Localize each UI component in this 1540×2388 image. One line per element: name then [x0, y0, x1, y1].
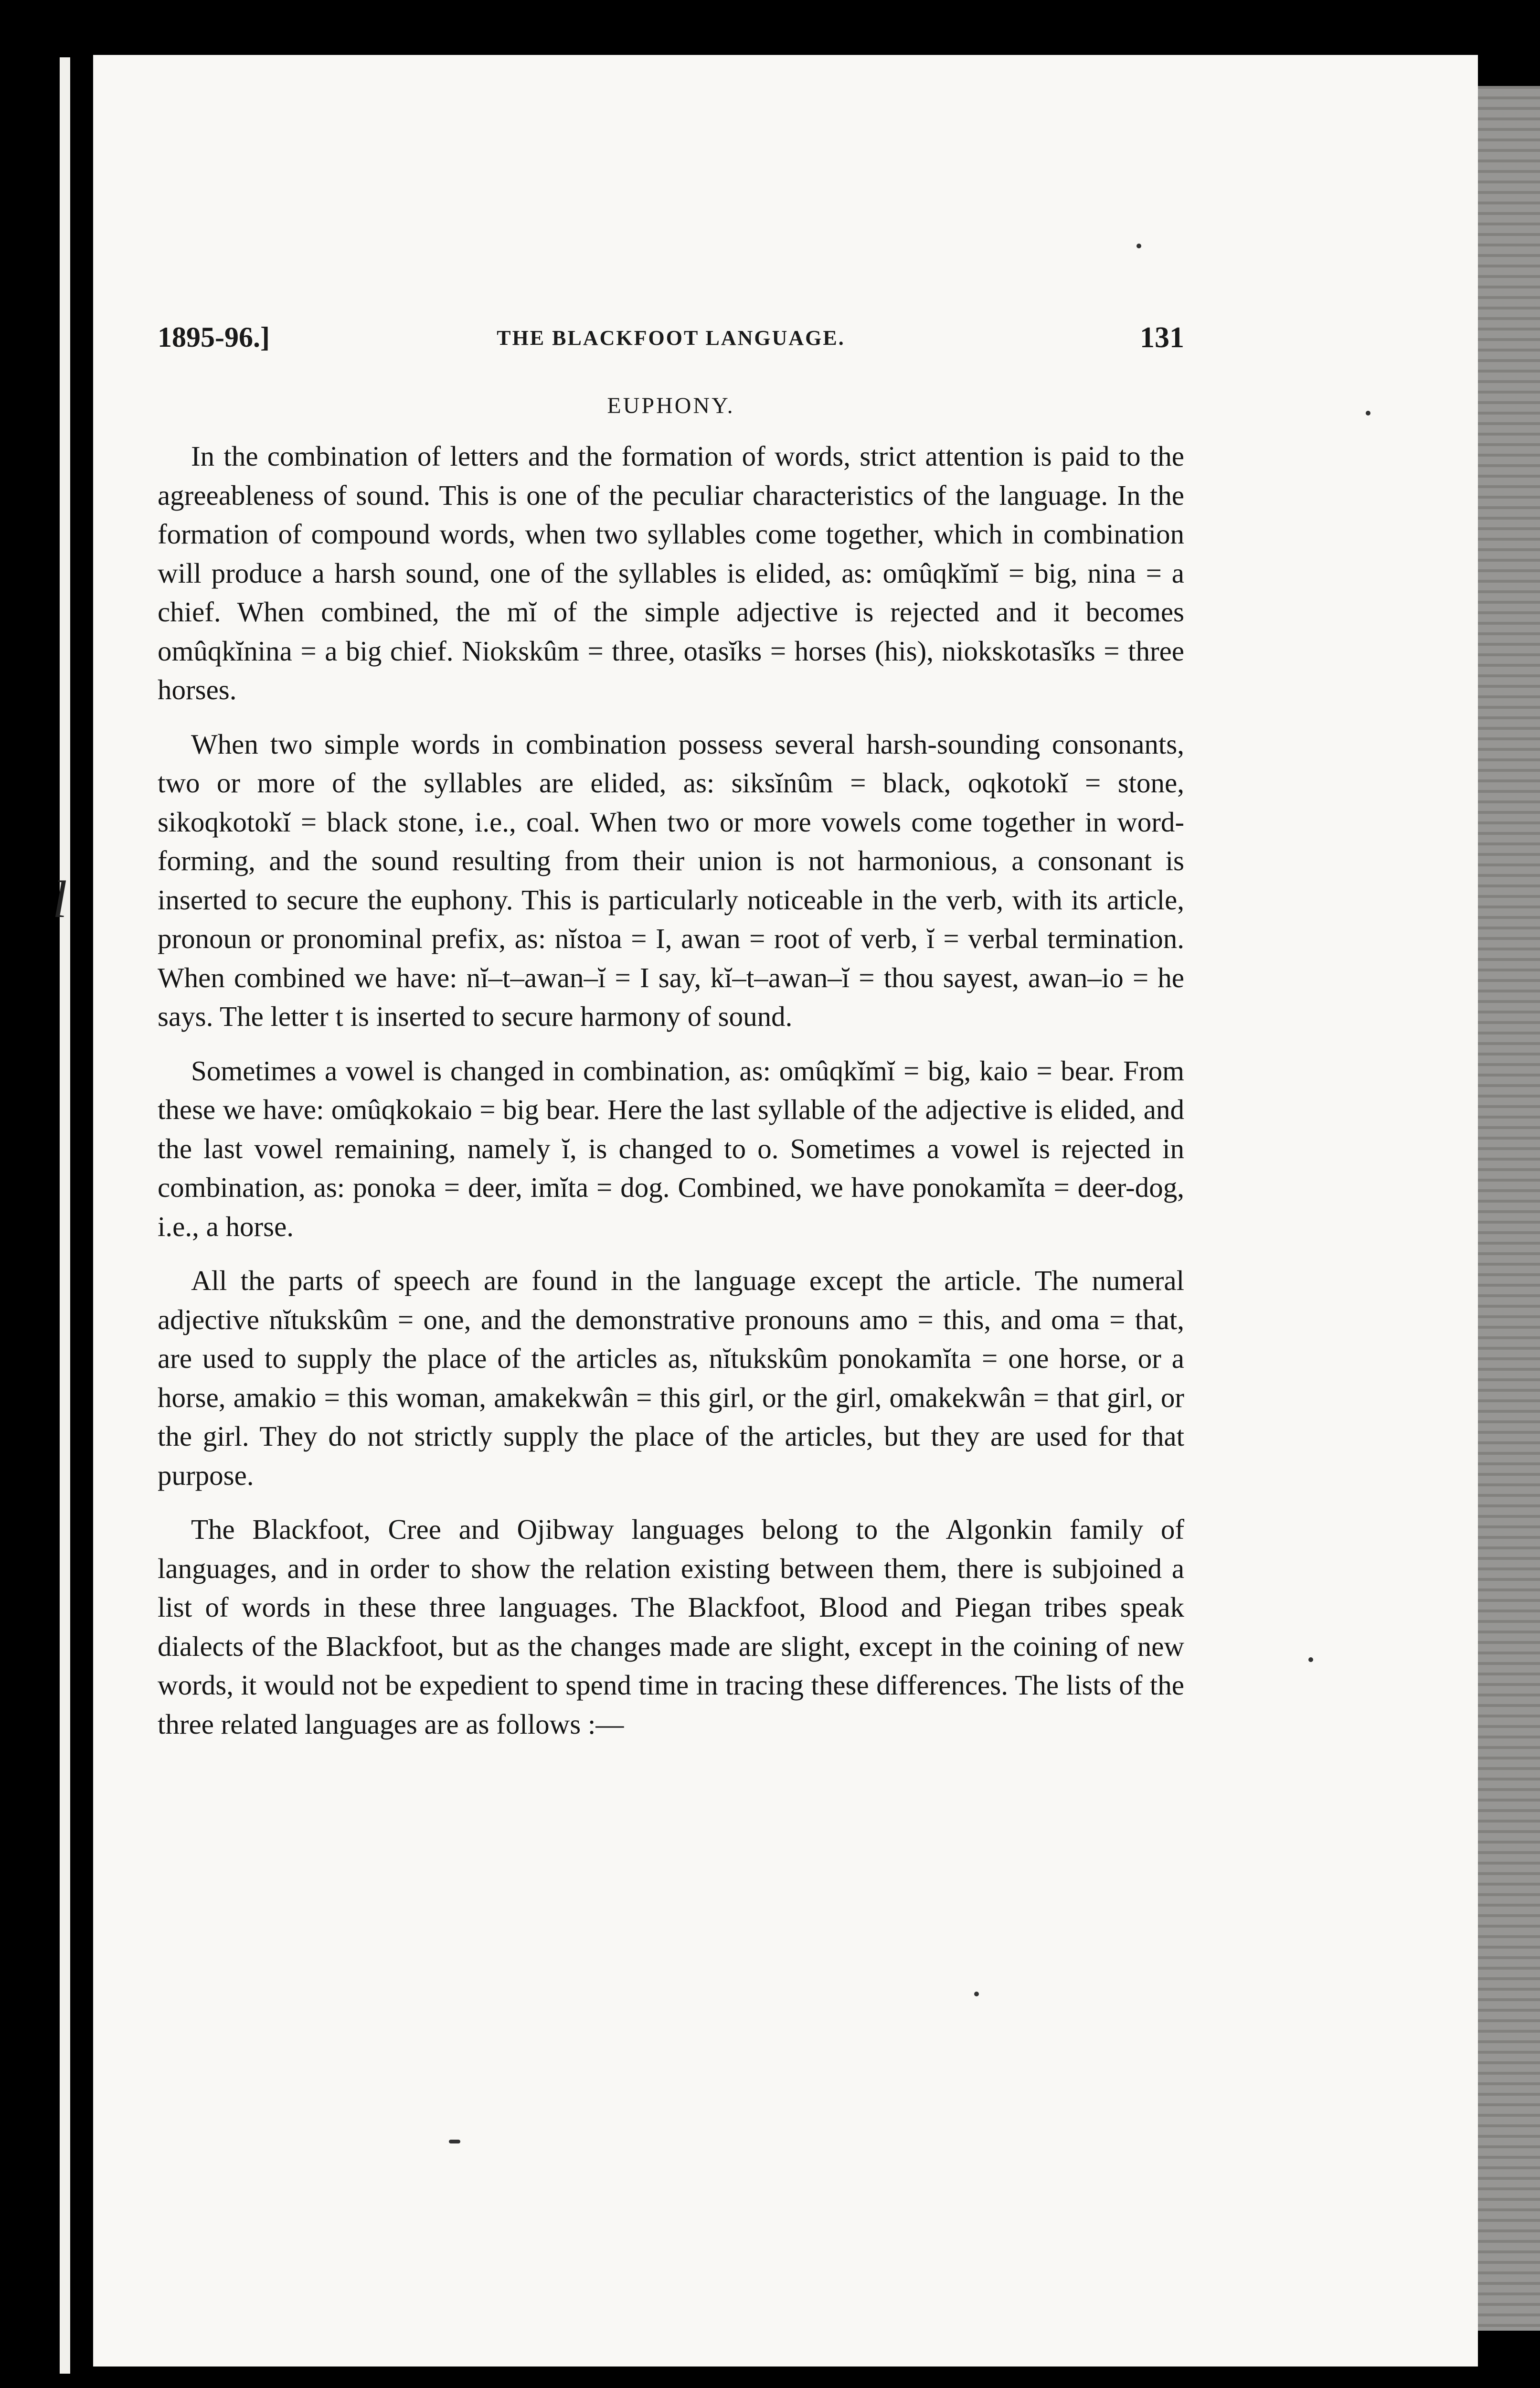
paragraph-1: In the combination of letters and the formation of words, strict attention is paid to the agreeableness of sound. This is one of the peculiar characteristics of the language. In the formation of compound words, when two syllables come together, which in combination will produce a harsh sound, one of the syllables is elided, as: omûqkĭmĭ = big, nina = a chief. When combined, the mĭ of the simple adjective is rejected and it becomes omûqkĭnina = a big chief. Niokskûm = three, otasĭks = horses (his), niokskotasĭks = three horses. [158, 440, 1184, 705]
margin-annotation: l [53, 870, 67, 928]
body-text [158, 437, 1184, 1744]
page-number: 131 [1140, 321, 1184, 354]
speck [449, 2140, 460, 2143]
paragraph-3: Sometimes a vowel is changed in combination, as: omûqkĭmĭ = big, kaio = bear. From these we have: omûqkokaio = big bear. Here the last syllable of the adjective is elided, and the last vowel remaining, namely ĭ, is changed to o. Sometimes a vowel is rejected in combination, as: ponoka = deer, imĭta = dog. Combined, we have ponokamĭta = deer-dog, i.e., a horse. [158, 1055, 1184, 1242]
paragraph-4: All the parts of speech are found in the language except the article. The numeral adjective nĭtukskûm = one, and the demonstrative pronouns amo = this, and oma = that, are used to supply the place of the articles as, nĭtukskûm ponokamĭta = one horse, or a horse, amakio = this woman, amakekwân = this girl, or the girl, omakekwân = that girl, or the girl. They do not strictly supply the place of the articles, but they are used for that purpose. [158, 1265, 1184, 1491]
speck [1308, 1657, 1313, 1662]
paragraph-2: When two simple words in combination possess several harsh-sounding consonants, two or more of the syllables are elided, as: siksĭnûm = black, oqkotokĭ = stone, sikoqkotokĭ = black stone, i.e., coal. When two or more vowels come together in word-forming, and the sound resulting from their union is not harmonious, a consonant is inserted to secure the euphony. This is particularly noticeable in the verb, with its article, pronoun or pronominal prefix, as: nĭstoa = I, awan = root of verb, ĭ = verbal termination. When combined we have: nĭ–t–awan–ĭ = I say, kĭ–t–awan–ĭ = thou sayest, awan–io = he says. The letter t is inserted to secure harmony of sound. [158, 728, 1184, 1032]
header-year: 1895-96.] [158, 321, 270, 353]
page-gutter-edge [60, 57, 70, 2374]
paragraph-5: The Blackfoot, Cree and Ojibway languages belong to the Algonkin family of languages, and in order to show the relation existing between them, there is subjoined a list of words in these three languages. The Blackfoot, Blood and Piegan tribes speak dialects of the Blackfoot, but as the changes made are slight, except in the coining of new words, it would not be expedient to spend time in tracing these differences. The lists of the three related languages are as follows :— [158, 1514, 1184, 1740]
speck [1136, 244, 1141, 248]
running-header [158, 321, 1184, 364]
header-title: THE BLACKFOOT LANGUAGE. [497, 326, 845, 350]
speck [974, 1992, 979, 1996]
page-right-edge [1478, 86, 1540, 2331]
speck [1366, 411, 1370, 416]
section-title: EUPHONY. [607, 393, 735, 418]
